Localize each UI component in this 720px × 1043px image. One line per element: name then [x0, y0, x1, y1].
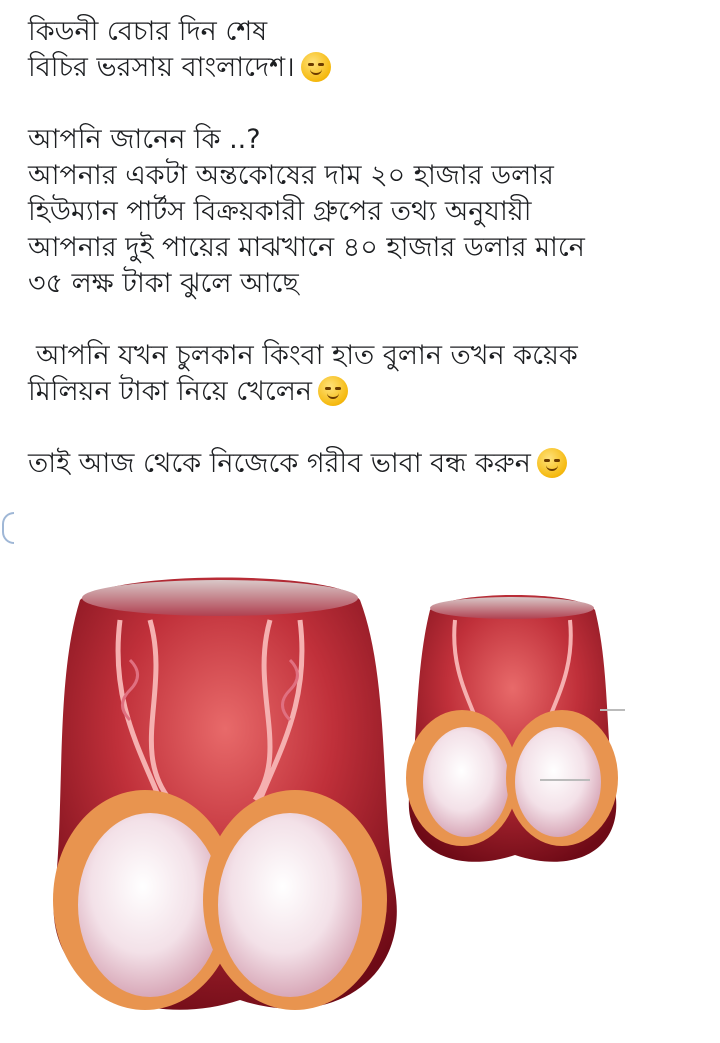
- text-line: আপনার একটা অন্তকোষের দাম ২০ হাজার ডলার: [28, 160, 554, 191]
- sleepy-emoji-icon: [537, 448, 567, 478]
- text-line: কিডনী বেচার দিন শেষ: [28, 16, 268, 47]
- text-line: ৩৫ লক্ষ টাকা ঝুলে আছে: [28, 268, 299, 299]
- paragraph-4: [28, 446, 708, 482]
- rolling-eyes-emoji-icon: [301, 52, 331, 82]
- text-line: হিউম্যান পার্টস বিক্রয়কারী গ্রুপের তথ্য অনুযায়ী: [28, 196, 532, 227]
- paragraph-3: [28, 338, 708, 410]
- post-text: [28, 14, 708, 518]
- text-line: আপনার দুই পায়ের মাঝখানে ৪০ হাজার ডলার মানে: [28, 232, 585, 263]
- text-line: মিলিয়ন টাকা নিয়ে খেলেন: [28, 374, 708, 410]
- text-line: বিচির ভরসায় বাংলাদেশ।: [28, 50, 708, 86]
- text-line: আপনি যখন চুলকান কিংবা হাত বুলান তখন কয়েক: [36, 340, 578, 371]
- large-organ-figure: [53, 578, 397, 1011]
- paragraph-1: [28, 14, 708, 86]
- anatomy-illustration: [0, 560, 720, 1043]
- text-line: তাই আজ থেকে নিজেকে গরীব ভাবা বন্ধ করুন: [28, 446, 708, 482]
- paragraph-2: [28, 122, 708, 302]
- laughing-emoji-icon: [318, 376, 348, 406]
- scroll-handle[interactable]: [2, 512, 14, 544]
- small-organ-figure: [406, 595, 625, 862]
- text-line: আপনি জানেন কি ..?: [28, 124, 261, 155]
